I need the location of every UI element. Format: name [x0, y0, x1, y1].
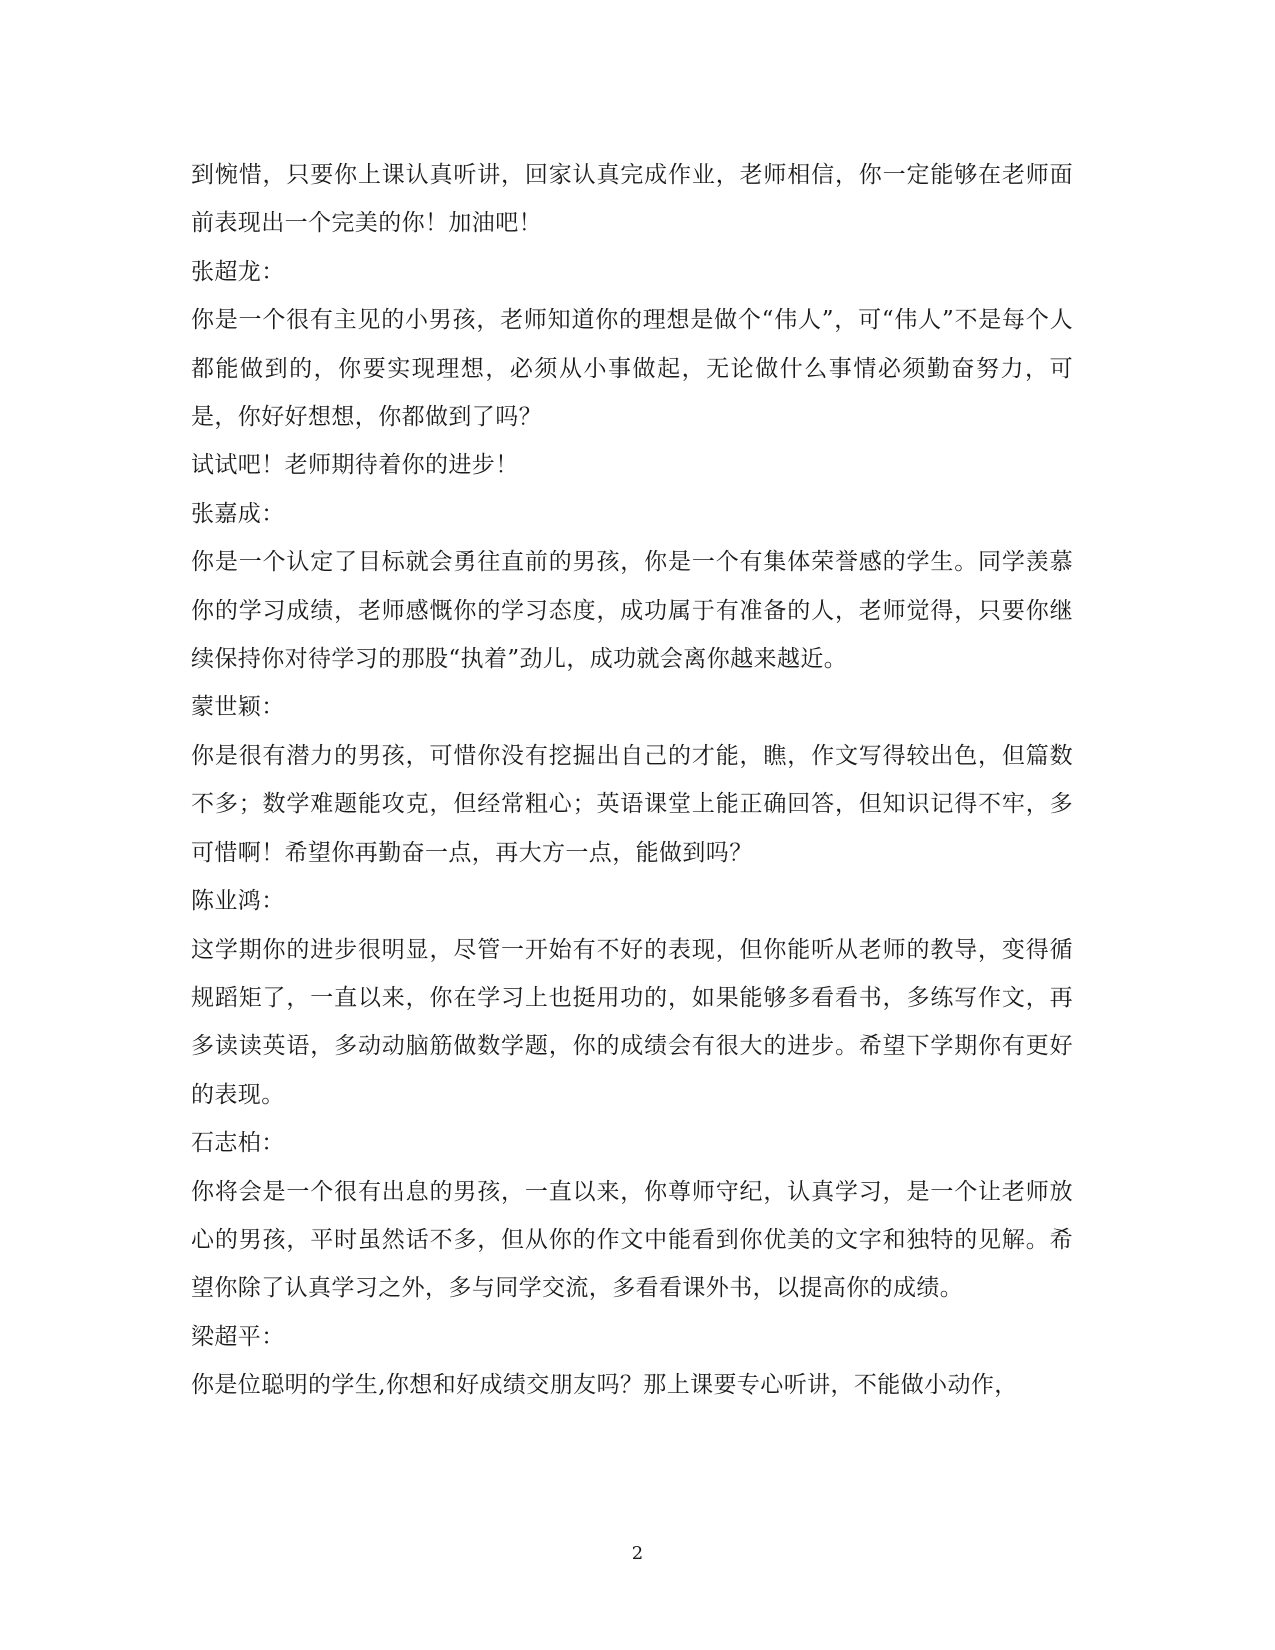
student-name-heading: 石志柏：	[191, 1130, 285, 1157]
comment-paragraph: 你是位聪明的学生,你想和好成绩交朋友吗？那上课要专心听讲，不能做小动作，	[191, 1372, 1018, 1399]
student-name-heading: 蒙世颖：	[191, 694, 285, 721]
student-name-heading: 张超龙：	[191, 258, 285, 285]
document-body	[191, 151, 1073, 1410]
comment-paragraph: 你是很有潜力的男孩，可惜你没有挖掘出自己的才能，瞧，作文写得较出色，但篇数不多；数学难题能攻克，但经常粗心；英语课堂上能正确回答，但知识记得不牢，多可惜啊！希望你再勤奋一点，再大方一点，能做到吗？	[191, 742, 1073, 866]
student-name-heading: 张嘉成：	[191, 500, 285, 527]
student-name-heading: 梁超平：	[191, 1323, 285, 1350]
comment-paragraph: 这学期你的进步很明显，尽管一开始有不好的表现，但你能听从老师的教导，变得循规蹈矩了，一直以来，你在学习上也挺用功的，如果能够多看看书，多练写作文，再多读读英语，多动动脑筋做数学题，你的成绩会有很大的进步。希望下学期你有更好的表现。	[191, 936, 1073, 1108]
comment-paragraph: 你是一个认定了目标就会勇往直前的男孩，你是一个有集体荣誉感的学生。同学羡慕你的学习成绩，老师感慨你的学习态度，成功属于有准备的人，老师觉得，只要你继续保持你对待学习的那股“执着”劲儿，成功就会离你越来越近。	[191, 549, 1073, 673]
comment-paragraph: 你是一个很有主见的小男孩，老师知道你的理想是做个“伟人”，可“伟人”不是每个人都能做到的，你要实现理想，必须从小事做起，无论做什么事情必须勤奋努力，可是，你好好想想，你都做到了吗？	[191, 307, 1073, 431]
comment-paragraph: 试试吧！老师期待着你的进步！	[191, 452, 519, 479]
page-number: 2	[631, 1543, 644, 1564]
comment-paragraph: 你将会是一个很有出息的男孩，一直以来，你尊师守纪，认真学习，是一个让老师放心的男孩，平时虽然话不多，但从你的作文中能看到你优美的文字和独特的见解。希望你除了认真学习之外，多与同学交流，多看看课外书，以提高你的成绩。	[191, 1178, 1073, 1302]
student-name-heading: 陈业鸿：	[191, 888, 285, 915]
paragraph-continuation: 到惋惜，只要你上课认真听讲，回家认真完成作业，老师相信，你一定能够在老师面前表现出一个完美的你！加油吧！	[191, 162, 1073, 237]
